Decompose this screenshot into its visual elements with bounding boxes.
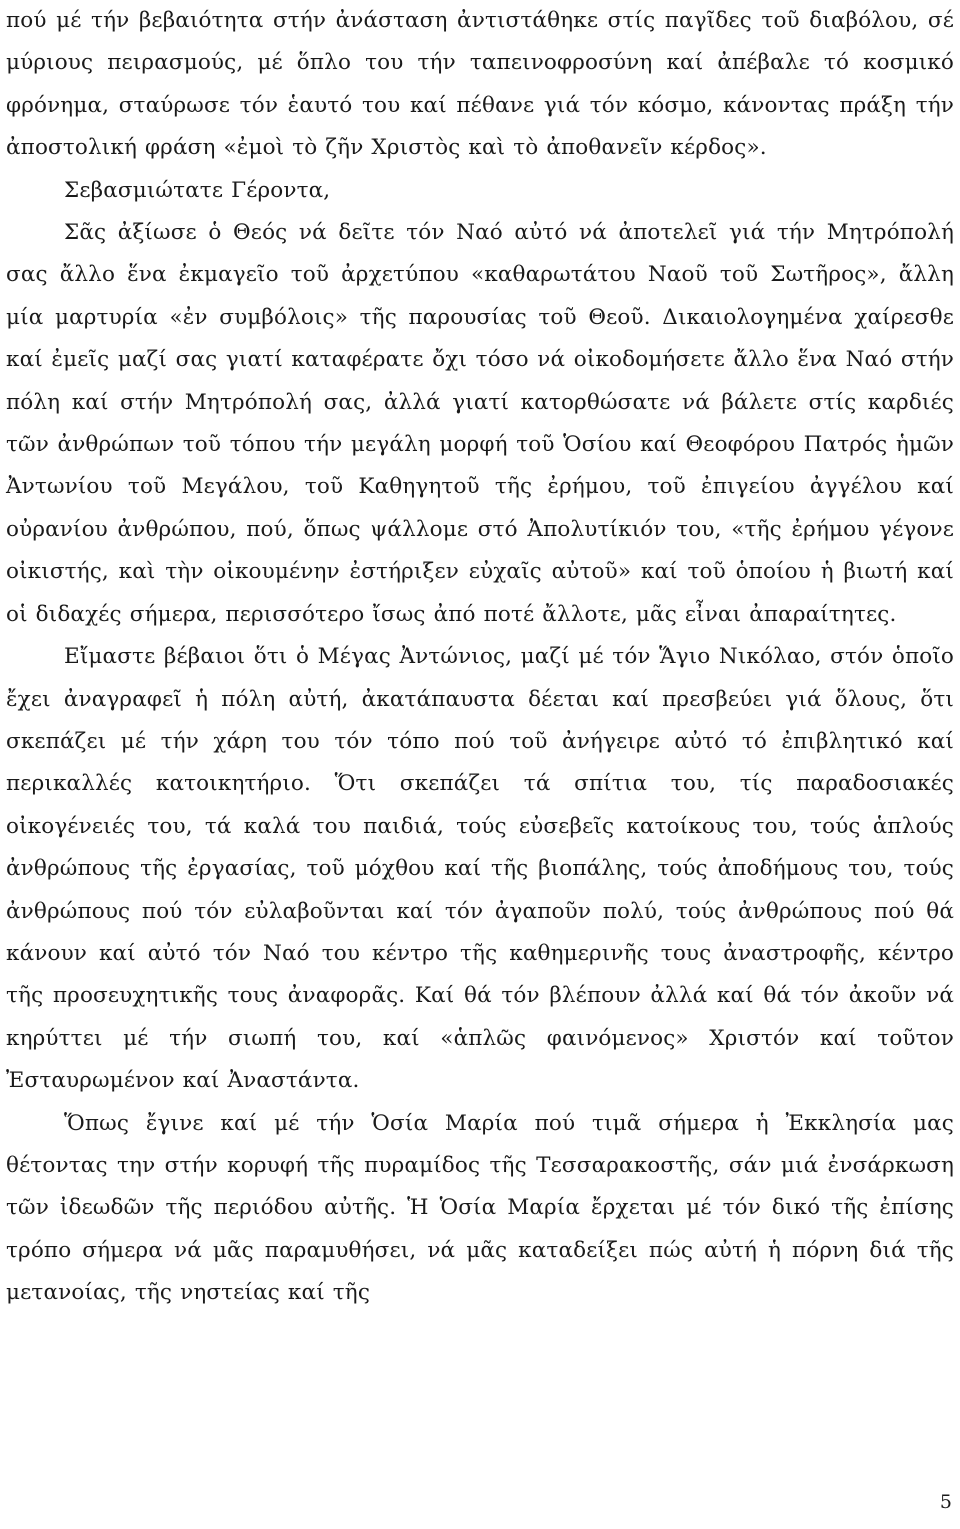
paragraph-body-3: Ὅπως ἔγινε καί μέ τήν Ὁσία Μαρία πού τιμᾶ σήμερα ἡ Ἐκκλησία μας θέτοντας την στήν κορυφή τῆς πυραμίδος τῆς Τεσσαρακοστῆς, σάν μιά ἐνσάρκωση τῶν ἰδεωδῶν τῆς περιόδου αὐτῆς. Ἡ Ὁσία Μαρία ἔρχεται μέ τόν δικό τῆς ἐπίσης τρόπο σήμερα νά μᾶς παραμυθήσει, νά μᾶς καταδείξει πώς αὐτή ἡ πόρνη διά τῆς μετανοίας, τῆς νηστείας καί τῆς: [6, 1110, 954, 1306]
paragraph-body-2: Εἴμαστε βέβαιοι ὅτι ὁ Μέγας Ἀντώνιος, μαζί μέ τόν Ἅγιο Νικόλαο, στόν ὁποῖο ἔχει ἀναγραφεῖ ἡ πόλη αὐτή, ἀκατάπαυστα δέεται καί πρεσβεύει γιά ὅλους, ὅτι σκεπάζει μέ τήν χάρη του τόν τόπο πού τοῦ ἀνήγειρε αὐτό τό ἐπιβλητικό καί περικαλλές κατοικητήριο. Ὅτι σκεπάζει τά σπίτια του, τίς παραδοσιακές οἰκογένειές του, τά καλά του παιδιά, τούς εὐσεβεῖς κατοίκους του, τούς ἁπλούς ἀνθρώπους τῆς ἐργασίας, τοῦ μόχθου καί τῆς βιοπάλης, τούς ἀποδήμους του, τούς ἀνθρώπους πού τόν εὐλαβοῦνται καί τόν ἀγαποῦν πολύ, τούς ἀνθρώπους πού θά κάνουν καί αὐτό τόν Ναό του κέντρο τῆς καθημερινῆς τους ἀναστροφῆς, κέντρο τῆς προσευχητικῆς τους ἀναφορᾶς. Καί θά τόν βλέπουν ἀλλά καί θά τόν ἀκοῦν νά κηρύττει μέ τήν σιωπή του, καί «ἁπλῶς φαινόμενος» Χριστόν καί τοῦτον Ἐσταυρωμένον καί Ἀναστάντα.: [6, 644, 954, 1094]
paragraph-body-1: Σᾶς ἀξίωσε ὁ Θεός νά δεῖτε τόν Ναό αὐτό νά ἀποτελεῖ γιά τήν Μητρόπολή σας ἄλλο ἕνα ἐκμαγεῖο τοῦ ἀρχετύπου «καθαρωτάτου Ναοῦ τοῦ Σωτῆρος», ἄλλη μία μαρτυρία «ἐν συμβόλοις» τῆς παρουσίας τοῦ Θεοῦ. Δικαιολογημένα χαίρεσθε καί ἐμεῖς μαζί σας γιατί καταφέρατε ὄχι τόσο νά οἰκοδομήσετε ἄλλο ἕνα Ναό στήν πόλη καί στήν Μητρόπολή σας, ἀλλά γιατί κατορθώσατε νά βάλετε στίς καρδιές τῶν ἀνθρώπων τοῦ τόπου τήν μεγάλη μορφή τοῦ Ὁσίου καί Θεοφόρου Πατρός ἡμῶν Ἀντωνίου τοῦ Μεγάλου, τοῦ Καθηγητοῦ τῆς ἐρήμου, τοῦ ἐπιγείου ἀγγέλου καί οὐρανίου ἀνθρώπου, πού, ὅπως ψάλλομε στό Ἀπολυτίκιόν του, «τῆς ἐρήμου γέγονε οἰκιστής, καὶ τὴν οἰκουμένην ἐστήριξεν εὐχαῖς αὐτοῦ» καί τοῦ ὁποίου ἡ βιωτή καί οἱ διδαχές σήμερα, περισσότερο ἴσως ἀπό ποτέ ἄλλοτε, μᾶς εἶναι ἀπαραίτητες.: [6, 220, 954, 627]
document-page: [6, 0, 954, 1315]
paragraph-continuation: πού μέ τήν βεβαιότητα στήν ἀνάσταση ἀντιστάθηκε στίς παγῖδες τοῦ διαβόλου, σέ μύριους πειρασμούς, μέ ὅπλο του τήν ταπεινοφροσύνη καί ἀπέβαλε τό κοσμικό φρόνημα, σταύρωσε τόν ἑαυτό του καί πέθανε γιά τόν κόσμο, κάνοντας πράξη τήν ἀποστολική φράση «ἐμοὶ τὸ ζῆν Χριστὸς καὶ τὸ ἀποθανεῖν κέρδος».: [6, 8, 954, 161]
paragraph-salutation: Σεβασμιώτατε Γέροντα,: [64, 177, 331, 203]
page-number: 5: [939, 1491, 952, 1513]
